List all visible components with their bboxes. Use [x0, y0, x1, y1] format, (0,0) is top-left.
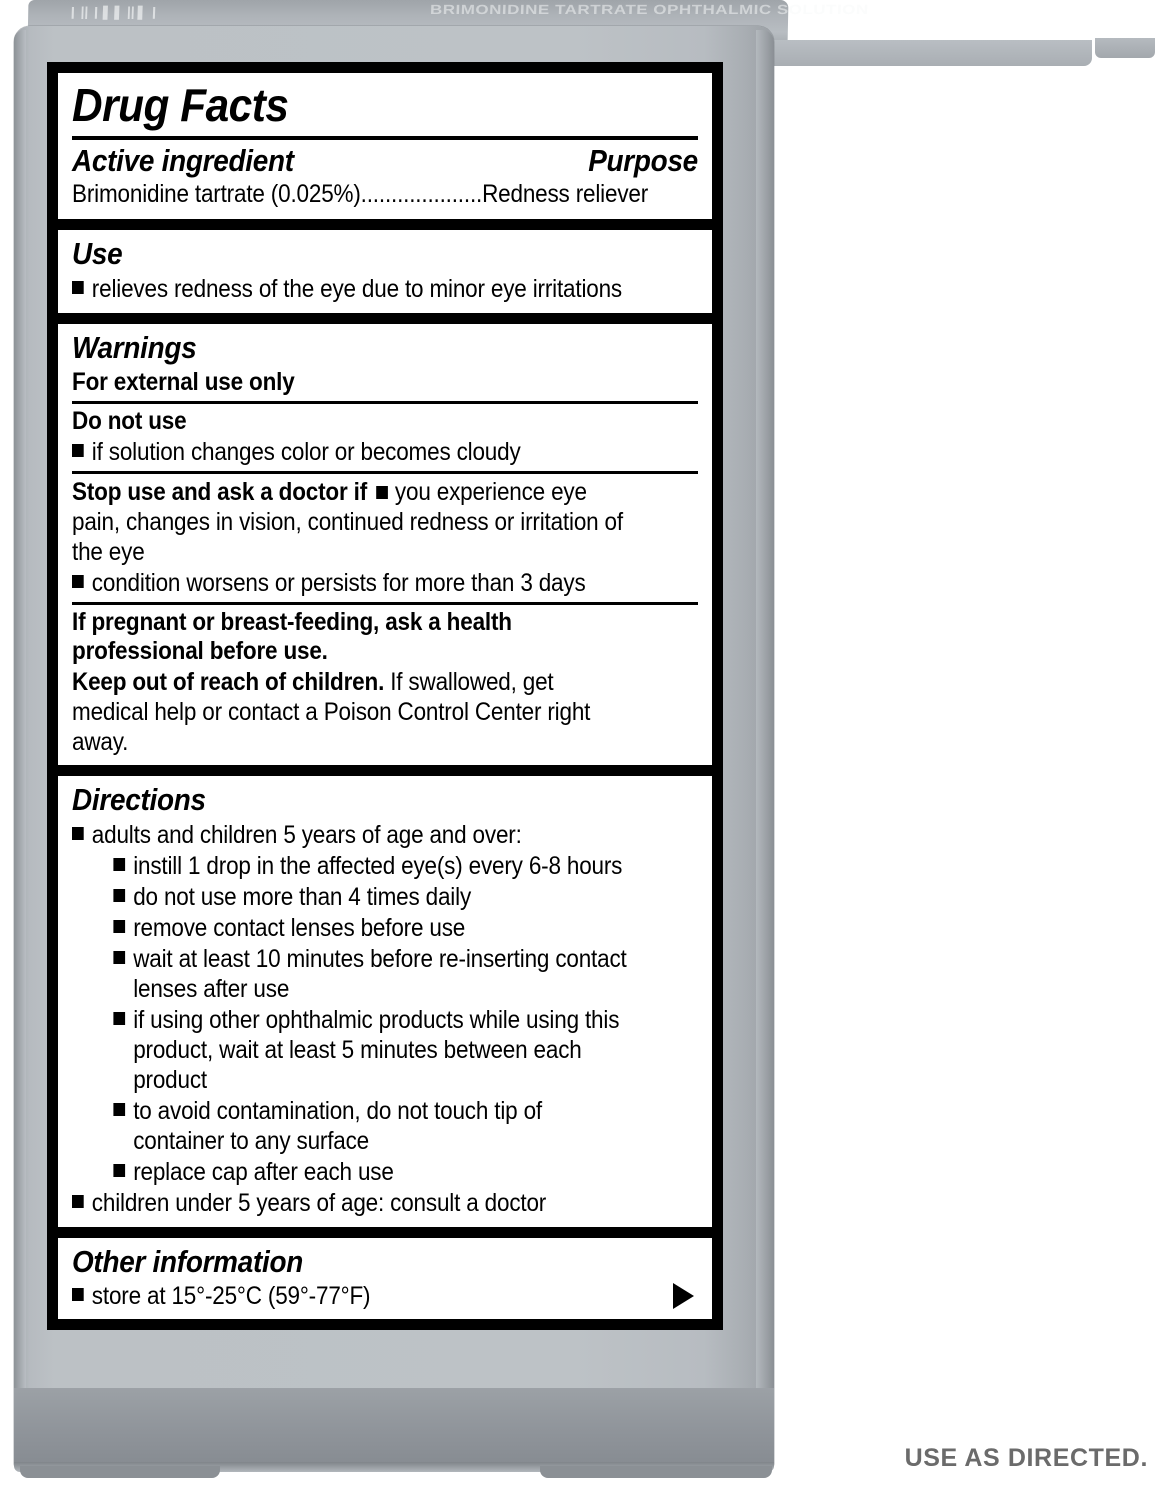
do-not-use-bullet-text: if solution changes color or becomes cloudy	[91, 437, 521, 466]
active-ingredient-header: Active ingredient	[72, 142, 294, 178]
carton-flap-barcode: |‖|▌▌‖▌|	[67, 5, 162, 20]
carton-left-edge	[14, 30, 26, 1462]
directions-header: Directions	[72, 781, 206, 817]
directions-sub-bullet-text: do not use more than 4 times daily	[133, 882, 472, 911]
active-ingredient-line: Brimonidine tartrate (0.025%)....................Redness reliever	[72, 180, 649, 209]
directions-sub-bullet	[72, 1096, 635, 1156]
bullet-square-icon	[113, 1012, 125, 1025]
directions-sub-bullet	[72, 944, 635, 1004]
directions-adults-text: adults and children 5 years of age and over:	[91, 820, 522, 849]
directions-sub-bullet-text: replace cap after each use	[133, 1157, 394, 1186]
directions-sub-bullet	[72, 913, 635, 943]
use-bullet-text: relieves redness of the eye due to minor eye irritations	[91, 275, 622, 304]
purpose-header: Purpose	[588, 142, 698, 178]
title-divider	[72, 136, 698, 140]
children-warning-rest: If swallowed, get medical help or contact a Poison Control Center right away.	[72, 667, 591, 756]
warnings-subhead: For external use only	[72, 367, 295, 396]
directions-sub-bullet	[72, 1005, 635, 1095]
stop-use-second-bullet	[72, 568, 635, 598]
use-as-directed-text: USE AS DIRECTED.	[904, 1444, 1148, 1472]
directions-sub-bullet	[72, 851, 635, 881]
carton-flap-right-tab	[1095, 38, 1155, 58]
warnings-divider-1	[72, 401, 698, 404]
carton-bottom-flap	[14, 1388, 774, 1468]
other-information-header: Other information	[72, 1243, 304, 1279]
carton-bottom-notch-left	[20, 1466, 220, 1478]
bullet-square-icon	[72, 1195, 84, 1208]
stop-use-second-bullet-text: condition worsens or persists for more than 3 days	[91, 568, 586, 597]
directions-sub-bullet-text: instill 1 drop in the affected eye(s) every 6-8 hours	[133, 851, 623, 880]
warnings-header: Warnings	[72, 330, 197, 366]
continue-arrow-icon	[673, 1283, 694, 1309]
warnings-divider-2	[72, 471, 698, 474]
bullet-square-icon	[72, 444, 84, 457]
directions-sub-bullet-text: remove contact lenses before use	[133, 913, 466, 942]
panel-use	[58, 230, 712, 313]
children-warning	[72, 667, 635, 757]
bullet-square-icon	[376, 486, 388, 499]
bullet-square-icon	[72, 281, 84, 294]
other-information-bullet	[72, 1281, 370, 1311]
bullet-square-icon	[113, 951, 125, 964]
bullet-square-icon	[113, 889, 125, 902]
directions-children-bullet	[72, 1188, 635, 1218]
bullet-square-icon	[113, 1103, 125, 1116]
directions-sub-bullet-text: to avoid contamination, do not touch tip of container to any surface	[133, 1096, 542, 1155]
directions-sub-bullet	[72, 1157, 635, 1187]
directions-children-text: children under 5 years of age: consult a doctor	[91, 1188, 547, 1217]
stop-use-first-bullet-text: you experience eye pain, changes in vision, continued redness or irritation of the eye	[72, 477, 623, 566]
other-information-bullet-text: store at 15°-25°C (59°-77°F)	[91, 1282, 371, 1311]
stop-use-lead: Stop use and ask a doctor if	[72, 477, 368, 506]
use-header: Use	[72, 236, 123, 272]
directions-sub-bullet-text: wait at least 10 minutes before re-inserting contact lenses after use	[133, 944, 627, 1003]
bullet-square-icon	[113, 858, 125, 871]
panel-warnings	[58, 324, 712, 765]
bullet-square-icon	[113, 1164, 125, 1177]
active-ingredient-header-row	[72, 144, 698, 179]
warnings-divider-3	[72, 602, 698, 605]
other-information-row	[72, 1281, 698, 1311]
directions-adults-bullet	[72, 820, 635, 850]
bullet-square-icon	[72, 827, 84, 840]
bullet-square-icon	[113, 920, 125, 933]
carton-right-edge	[756, 30, 774, 1462]
directions-sub-bullet	[72, 882, 635, 912]
panel-active-ingredient	[58, 73, 712, 219]
panel-directions	[58, 776, 712, 1227]
do-not-use-bullet	[72, 437, 635, 467]
directions-sub-bullet-text: if using other ophthalmic products while using this product, wait at least 5 minutes between each product	[133, 1005, 620, 1094]
bullet-square-icon	[72, 1288, 84, 1301]
carton-flap-print-text: BRIMONIDINE TARTRATE OPHTHALMIC SOLUTION	[429, 2, 869, 18]
drug-facts-label	[47, 62, 723, 1330]
stop-use-paragraph	[72, 477, 635, 567]
pregnancy-warning: If pregnant or breast-feeding, ask a health professional before use.	[72, 607, 512, 665]
do-not-use-header: Do not use	[72, 406, 187, 435]
use-bullet	[72, 274, 635, 304]
drug-facts-title: Drug Facts	[72, 79, 289, 131]
panel-other-information	[58, 1238, 712, 1320]
children-warning-bold: Keep out of reach of children.	[72, 667, 385, 696]
bullet-square-icon	[72, 575, 84, 588]
carton-bottom-notch-right	[540, 1466, 772, 1478]
